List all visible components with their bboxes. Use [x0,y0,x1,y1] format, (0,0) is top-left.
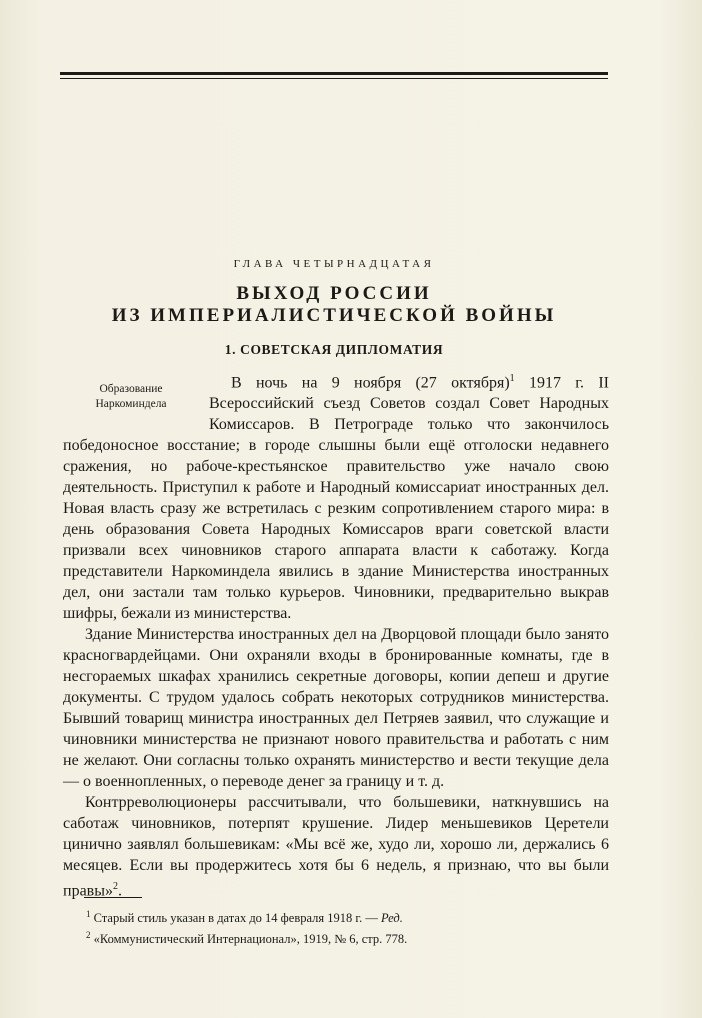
footnote-1 [86,906,606,927]
body-text [63,368,609,902]
footnote-1-mark: 1 [86,909,91,919]
paragraph-3 [63,792,609,901]
chapter-title-line1: ВЫХОД РОССИИ [236,283,432,304]
footnote-ref-1: 1 [509,373,515,384]
section-title: 1. СОВЕТСКАЯ ДИПЛОМАТИЯ [224,342,444,357]
paragraph-2: Здание Министерства иностранных дел на Дворцовой площади было занято красногвардейцами. Они охраняли входы в бронированные комнаты, где в несгораемых шкафах хранились секретные договоры, копии депеш и другие документы. С трудом удалось собрать некоторых сотрудников министерства. Бывший товарищ министра иностранных дел Петряев заявил, что служащие и чиновники министерства не признают нового правительства и работать с ним не желают. Они согласны только охранять министерство и вести текущие дела — о военнопленных, о переводе денег за границу и т. д. [63,626,609,791]
chapter-label: ГЛАВА ЧЕТЫРНАДЦАТАЯ [233,258,435,270]
paragraph-1-text-start: В ночь на 9 ноября (27 октября) [231,374,510,392]
footnotes [86,906,606,948]
chapter-title-line2: ИЗ ИМПЕРИАЛИСТИЧЕСКОЙ ВОЙНЫ [111,305,557,326]
header-rule-thick [60,72,608,75]
paragraph-3-text-start: Контрреволюционеры рассчитывали, что большевики, наткнувшись на саботаж чиновников, потерпят крушение. Лидер меньшевиков Церетели цинично заявлял большевикам: «Мы всё же, худо ли, хорошо ли, держались 6 месяцев. Если вы продержитесь хотя бы 6 недель, я признаю, что вы были правы» [63,794,609,900]
marginal-note-space [63,368,209,431]
footnote-2 [86,927,606,948]
footnote-rule [84,897,142,898]
footnote-ref-2: 2 [112,881,118,893]
chapter-title [60,283,608,327]
footnote-1-text: Старый стиль указан в датах до 14 февраля 1918 г. — [90,911,381,926]
footnote-2-mark: 2 [86,930,91,941]
paragraph-1 [63,368,609,624]
marginal-note-line2: Наркоминдела [95,398,167,410]
paragraph-1-text-end: 1917 г. II Всероссийский съезд Советов создал Совет Народных Комиссаров. В Петрограде только что закончилось победоносное восстание; в городе слышны были ещё отголоски недавнего сражения, но рабоче-крестьянское правительство уже начало свою деятельность. Приступил к работе и Народный комиссариат иностранных дел. Новая власть сразу же встретилась с резким сопротивлением старого мира: в день образования Совета Народных Комиссаров враги советской власти призвали всех чиновников старого аппарата власти к саботажу. Когда представители Наркоминдела явились в здание Министерства иностранных дел, они застали там только курьеров. Чиновники, предварительно выкрав шифры, бежали из министерства. [63,374,609,623]
footnote-2-text: «Коммунистический Интернационал», 1919, № 6, стр. 778. [90,932,408,947]
paragraph-3-text-end: . [117,882,122,900]
footnote-1-editor: Ред. [380,911,403,926]
header-rule-thin [60,78,608,79]
marginal-note-line1: Образование [99,383,163,395]
